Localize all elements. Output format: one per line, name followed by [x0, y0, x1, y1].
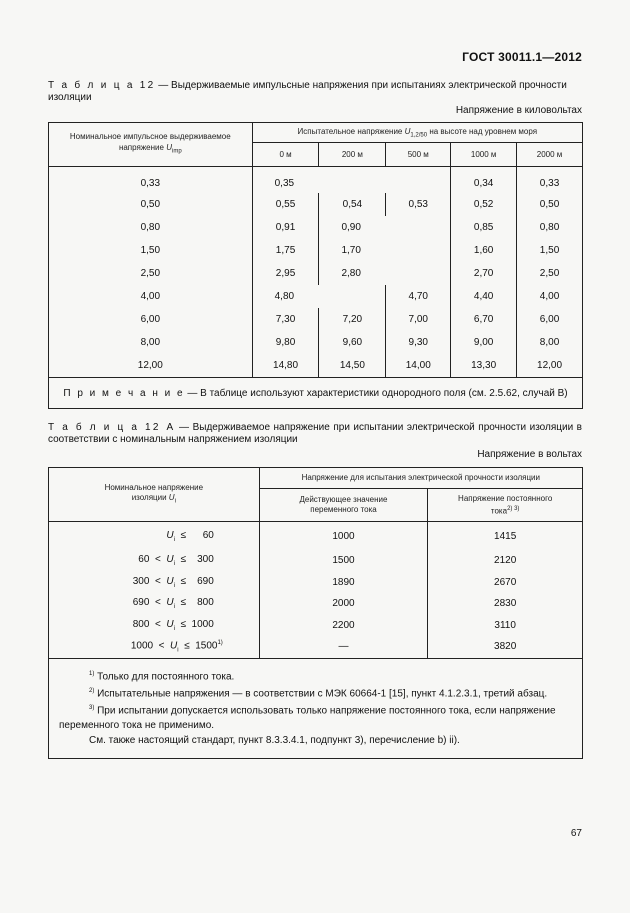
range-post: ≤ 1500: [184, 640, 218, 652]
table-row: [49, 593, 583, 615]
value-cell: 0,33: [517, 167, 583, 194]
range-post: ≤ 800: [180, 597, 214, 609]
nominal-cell: 2,50: [49, 262, 253, 285]
table12-note-row: [49, 378, 583, 409]
table-row: [49, 636, 583, 658]
footnote-text: При испытании допускается использовать только напряжение постоянного тока, если напряжение переменного тока не применимо.: [59, 705, 556, 732]
group-header-post: на высоте над уровнем моря: [429, 126, 538, 136]
table12a-group-header: Напряжение для испытания электрической прочности изоляции: [259, 468, 582, 489]
table12a-footnotes-row: [49, 658, 583, 759]
range-sup: 1): [217, 640, 223, 647]
value-cell: 7,30: [252, 308, 319, 331]
value-cell: 0,34: [451, 167, 517, 194]
table12a-label: Т а б л и ц а 12 А: [48, 422, 176, 433]
value-cell: 14,50: [319, 354, 386, 378]
table12-group-header: [252, 123, 582, 143]
table12: [48, 122, 583, 409]
table12-label: Т а б л и ц а 12: [48, 80, 156, 91]
table12a-caption: [48, 422, 582, 446]
table12-col1-sub: imp: [171, 148, 182, 155]
value-cell: 0,91: [252, 216, 319, 239]
ac-cell: 2200: [259, 615, 428, 637]
value-cell: 9,00: [451, 331, 517, 354]
document-id: ГОСТ 30011.1—2012: [462, 50, 582, 64]
range-cell: $690 < U_i$ ≤ 800: [49, 593, 260, 615]
footnote-mark: 2): [89, 687, 95, 694]
table-row: [49, 193, 583, 216]
table-row: [49, 308, 583, 331]
value-cell: 2,95: [252, 262, 319, 285]
table-row: [49, 572, 583, 594]
table-row: [49, 167, 583, 194]
dc-cell: 3110: [428, 615, 583, 637]
table12a: [48, 467, 583, 759]
value-cell: 0,85: [451, 216, 517, 239]
ac-cell: 1000: [259, 522, 428, 551]
footnote-text: Только для постоянного тока.: [94, 670, 235, 682]
range-pre: 800 <: [132, 618, 167, 630]
ac-cell: 1890: [259, 572, 428, 594]
value-cell: 0,52: [451, 193, 517, 216]
value-cell: 1,50: [517, 239, 583, 262]
table12-col1-header: [49, 123, 253, 167]
value-cell: 1,75: [252, 239, 319, 262]
value-cell: 4,40: [451, 285, 517, 308]
dc-header-text: Напряжение постоянного тока: [458, 493, 553, 516]
range-pre: 60 <: [138, 554, 167, 566]
group-header-symbol: U: [404, 126, 411, 136]
value-cell: 4,00: [517, 285, 583, 308]
value-cell: 14,00: [386, 354, 451, 378]
value-cell: 2,50: [517, 262, 583, 285]
altitude-header: 500 м: [386, 143, 451, 167]
footnote-text: Испытательные напряжения — в соответствии с МЭК 60664-1 [15], пункт 4.1.2.3.1, третий абзац.: [94, 688, 548, 700]
table12-caption: [48, 80, 582, 104]
footnote: [59, 701, 572, 733]
merged-cell: 2,80: [319, 262, 451, 285]
ac-header: Действующее значение переменного тока: [259, 489, 428, 522]
table12-col1-header-text: Номинальное импульсное выдерживаемое напряжение: [69, 132, 231, 153]
table12a-footnotes: [49, 658, 583, 759]
altitude-header: 0 м: [252, 143, 319, 167]
table12-col1-symbol: U: [166, 143, 172, 153]
value-cell: 9,60: [319, 331, 386, 354]
dc-cell: 2670: [428, 572, 583, 594]
range-post: ≤ 690: [180, 575, 214, 587]
table-row: [49, 262, 583, 285]
table12a-title: — Выдерживаемое напряжение при испытании электрической прочности изоляции в соответствии с номинальным напряжением изоляции: [48, 422, 582, 445]
range-pre: 300 <: [132, 575, 167, 587]
value-cell: 8,00: [517, 331, 583, 354]
range-cell: $800 < U_i \le 1000$: [49, 615, 260, 637]
nominal-cell: 12,00: [49, 354, 253, 378]
value-cell: 0,50: [517, 193, 583, 216]
value-cell: 9,30: [386, 331, 451, 354]
table-row: [49, 331, 583, 354]
value-cell: 14,80: [252, 354, 319, 378]
merged-cell: 4,80: [252, 285, 386, 308]
range-cell: $60 < U_i$ ≤ 300: [49, 550, 260, 572]
range-post: ≤ 60: [180, 529, 214, 541]
range-post: ≤ 300: [180, 554, 214, 566]
table-row: [49, 239, 583, 262]
nominal-cell: 1,50: [49, 239, 253, 262]
table12a-unit: Напряжение в вольтах: [477, 449, 582, 460]
dc-header-sup: 2) 3): [507, 505, 520, 512]
range-pre: 690 <: [132, 597, 167, 609]
value-cell: 0,80: [517, 216, 583, 239]
nominal-cell: 0,33: [49, 167, 253, 194]
table12-note: [49, 378, 583, 409]
value-cell: 6,70: [451, 308, 517, 331]
value-cell: 0,53: [386, 193, 451, 216]
table-row: [49, 354, 583, 378]
altitude-header: 200 м: [319, 143, 386, 167]
table-row: [49, 615, 583, 637]
table12-unit: Напряжение в киловольтах: [455, 105, 582, 116]
range-cell: $300 < U_i$ ≤ 690: [49, 572, 260, 594]
range-cell: $1000 < U_i \le 1500^{1)}$: [49, 636, 260, 658]
see-also: См. также настоящий стандарт, пункт 8.3.3.4.1, подпункт 3), перечисление b) ii).: [89, 735, 460, 747]
nominal-cell: 0,80: [49, 216, 253, 239]
group-header-sub: 1,2/50: [410, 132, 428, 139]
value-cell: 13,30: [451, 354, 517, 378]
value-cell: 9,80: [252, 331, 319, 354]
footnote-mark: 1): [89, 670, 95, 677]
value-cell: 12,00: [517, 354, 583, 378]
note-label: П р и м е ч а н и е: [63, 387, 185, 399]
merged-cell: 1,70: [319, 239, 451, 262]
value-cell: 2,70: [451, 262, 517, 285]
table-row: [49, 550, 583, 572]
table12a-col1-header-text: Номинальное напряжение изоляции: [104, 482, 204, 502]
table12a-col1-header: [49, 468, 260, 522]
dc-cell: 1415: [428, 522, 583, 551]
value-cell: 1,60: [451, 239, 517, 262]
dc-cell: 2830: [428, 593, 583, 615]
footnote-mark: 3): [89, 705, 95, 712]
dc-header: [428, 489, 583, 522]
table12-title: — Выдерживаемые импульсные напряжения при испытаниях электрической прочности изоляции: [48, 80, 567, 103]
merged-cell: 0,90: [319, 216, 451, 239]
range-cell: $U_i$ ≤ 60: [49, 522, 260, 551]
range-pre: 1000 <: [130, 640, 171, 652]
nominal-cell: 8,00: [49, 331, 253, 354]
footnote: [59, 684, 572, 701]
value-cell: 0,55: [252, 193, 319, 216]
value-cell: 7,20: [319, 308, 386, 331]
value-cell: 6,00: [517, 308, 583, 331]
altitude-header: 2000 м: [517, 143, 583, 167]
table-row: [49, 285, 583, 308]
group-header-pre: Испытательное напряжение: [297, 126, 403, 136]
range-post: ≤ 1000: [180, 618, 214, 630]
page-number: 67: [570, 828, 582, 839]
altitude-header: 1000 м: [451, 143, 517, 167]
value-cell: 7,00: [386, 308, 451, 331]
value-cell: 4,70: [386, 285, 451, 308]
ac-cell: 2000: [259, 593, 428, 615]
ac-cell: 1500: [259, 550, 428, 572]
ac-cell: —: [259, 636, 428, 658]
merged-cell: 0,35: [252, 167, 451, 194]
nominal-cell: 0,50: [49, 193, 253, 216]
table12a-col1-sub: i: [174, 498, 176, 505]
table-row: [49, 216, 583, 239]
value-cell: 0,54: [319, 193, 386, 216]
nominal-cell: 4,00: [49, 285, 253, 308]
note-text: — В таблице используют характеристики однородного поля (см. 2.5.62, случай В): [184, 387, 568, 399]
dc-cell: 2120: [428, 550, 583, 572]
nominal-cell: 6,00: [49, 308, 253, 331]
footnote: [59, 667, 572, 684]
table12a-col1-symbol: U: [168, 492, 175, 502]
table-row: [49, 522, 583, 551]
dc-cell: 3820: [428, 636, 583, 658]
